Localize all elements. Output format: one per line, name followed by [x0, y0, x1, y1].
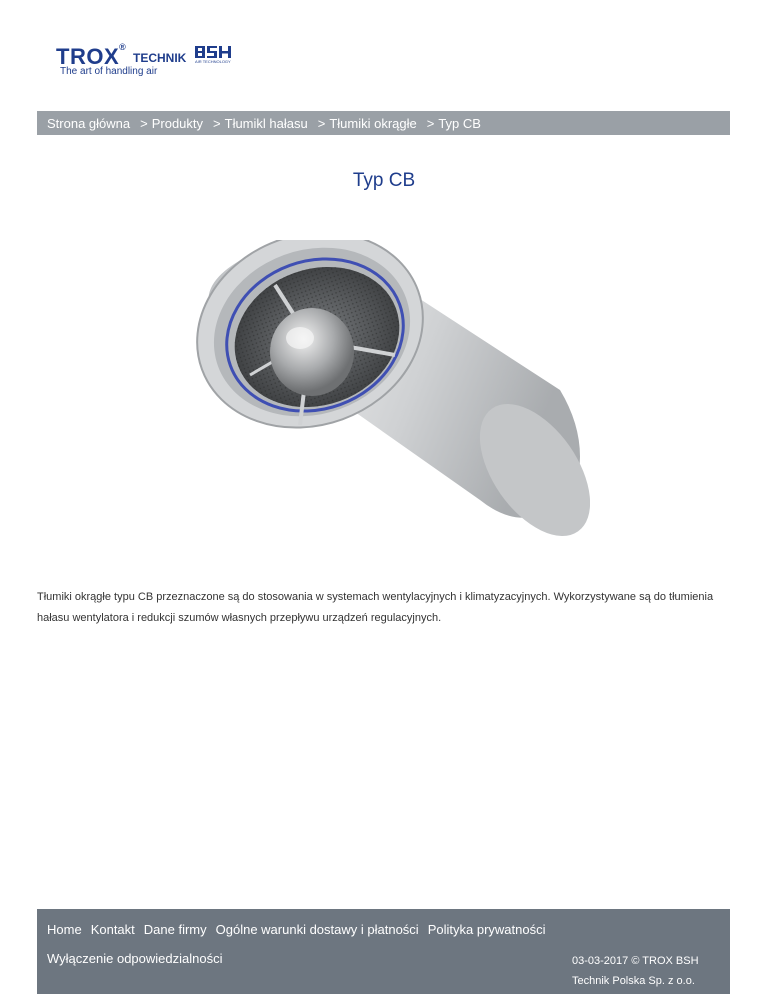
copyright-line-2: Technik Polska Sp. z o.o.: [572, 975, 695, 987]
breadcrumb-separator: >: [140, 115, 148, 131]
breadcrumb: [37, 111, 730, 135]
footer-link-disclaimer[interactable]: Wyłączenie odpowiedzialności: [47, 951, 223, 966]
breadcrumb-separator: >: [213, 115, 221, 131]
product-description: Tłumiki okrągłe typu CB przeznaczone są do stosowania w systemach wentylacyjnych i klimatyzacyjnych. Wykorzystywane są do tłumienia hałasu wentylatora i redukcji szumów własnych przepływu urządzeń regulacyjnych.: [37, 591, 714, 624]
breadcrumb-home[interactable]: Strona główna: [47, 115, 131, 131]
breadcrumb-products[interactable]: Produkty: [151, 115, 204, 131]
footer-links: [47, 922, 554, 937]
breadcrumb-silencers[interactable]: Tłumikl hałasu: [224, 115, 308, 131]
footer-link-terms[interactable]: Ogólne warunki dostawy i płatności: [215, 922, 419, 937]
logo-brand: TROX®: [56, 42, 127, 69]
footer-link-home[interactable]: Home: [47, 922, 82, 937]
footer-link-company-data[interactable]: Dane firmy: [143, 922, 207, 937]
footer-link-contact[interactable]: Kontakt: [90, 922, 135, 937]
logo-technik: TECHNIK: [133, 51, 187, 65]
breadcrumb-separator: >: [317, 115, 326, 131]
breadcrumb-separator: >: [426, 115, 435, 131]
logo-tagline: The art of handling air: [60, 66, 158, 77]
breadcrumb-current: Typ CB: [438, 115, 481, 131]
bsh-logo-icon: [195, 46, 231, 58]
product-image: [180, 240, 590, 580]
breadcrumb-round-silencers[interactable]: Tłumiki okrągłe: [329, 115, 417, 131]
logo-partner-sub: AIR TECHNOLOGY: [195, 59, 231, 64]
page-title: Typ CB: [352, 170, 416, 191]
site-logo[interactable]: [56, 42, 236, 78]
footer-link-privacy[interactable]: Polityka prywatności: [427, 922, 546, 937]
footer-copyright: [572, 951, 699, 991]
logo-registered-mark: ®: [119, 42, 127, 52]
copyright-line-1: 03-03-2017 © TROX BSH: [572, 955, 699, 967]
footer: [37, 909, 730, 994]
